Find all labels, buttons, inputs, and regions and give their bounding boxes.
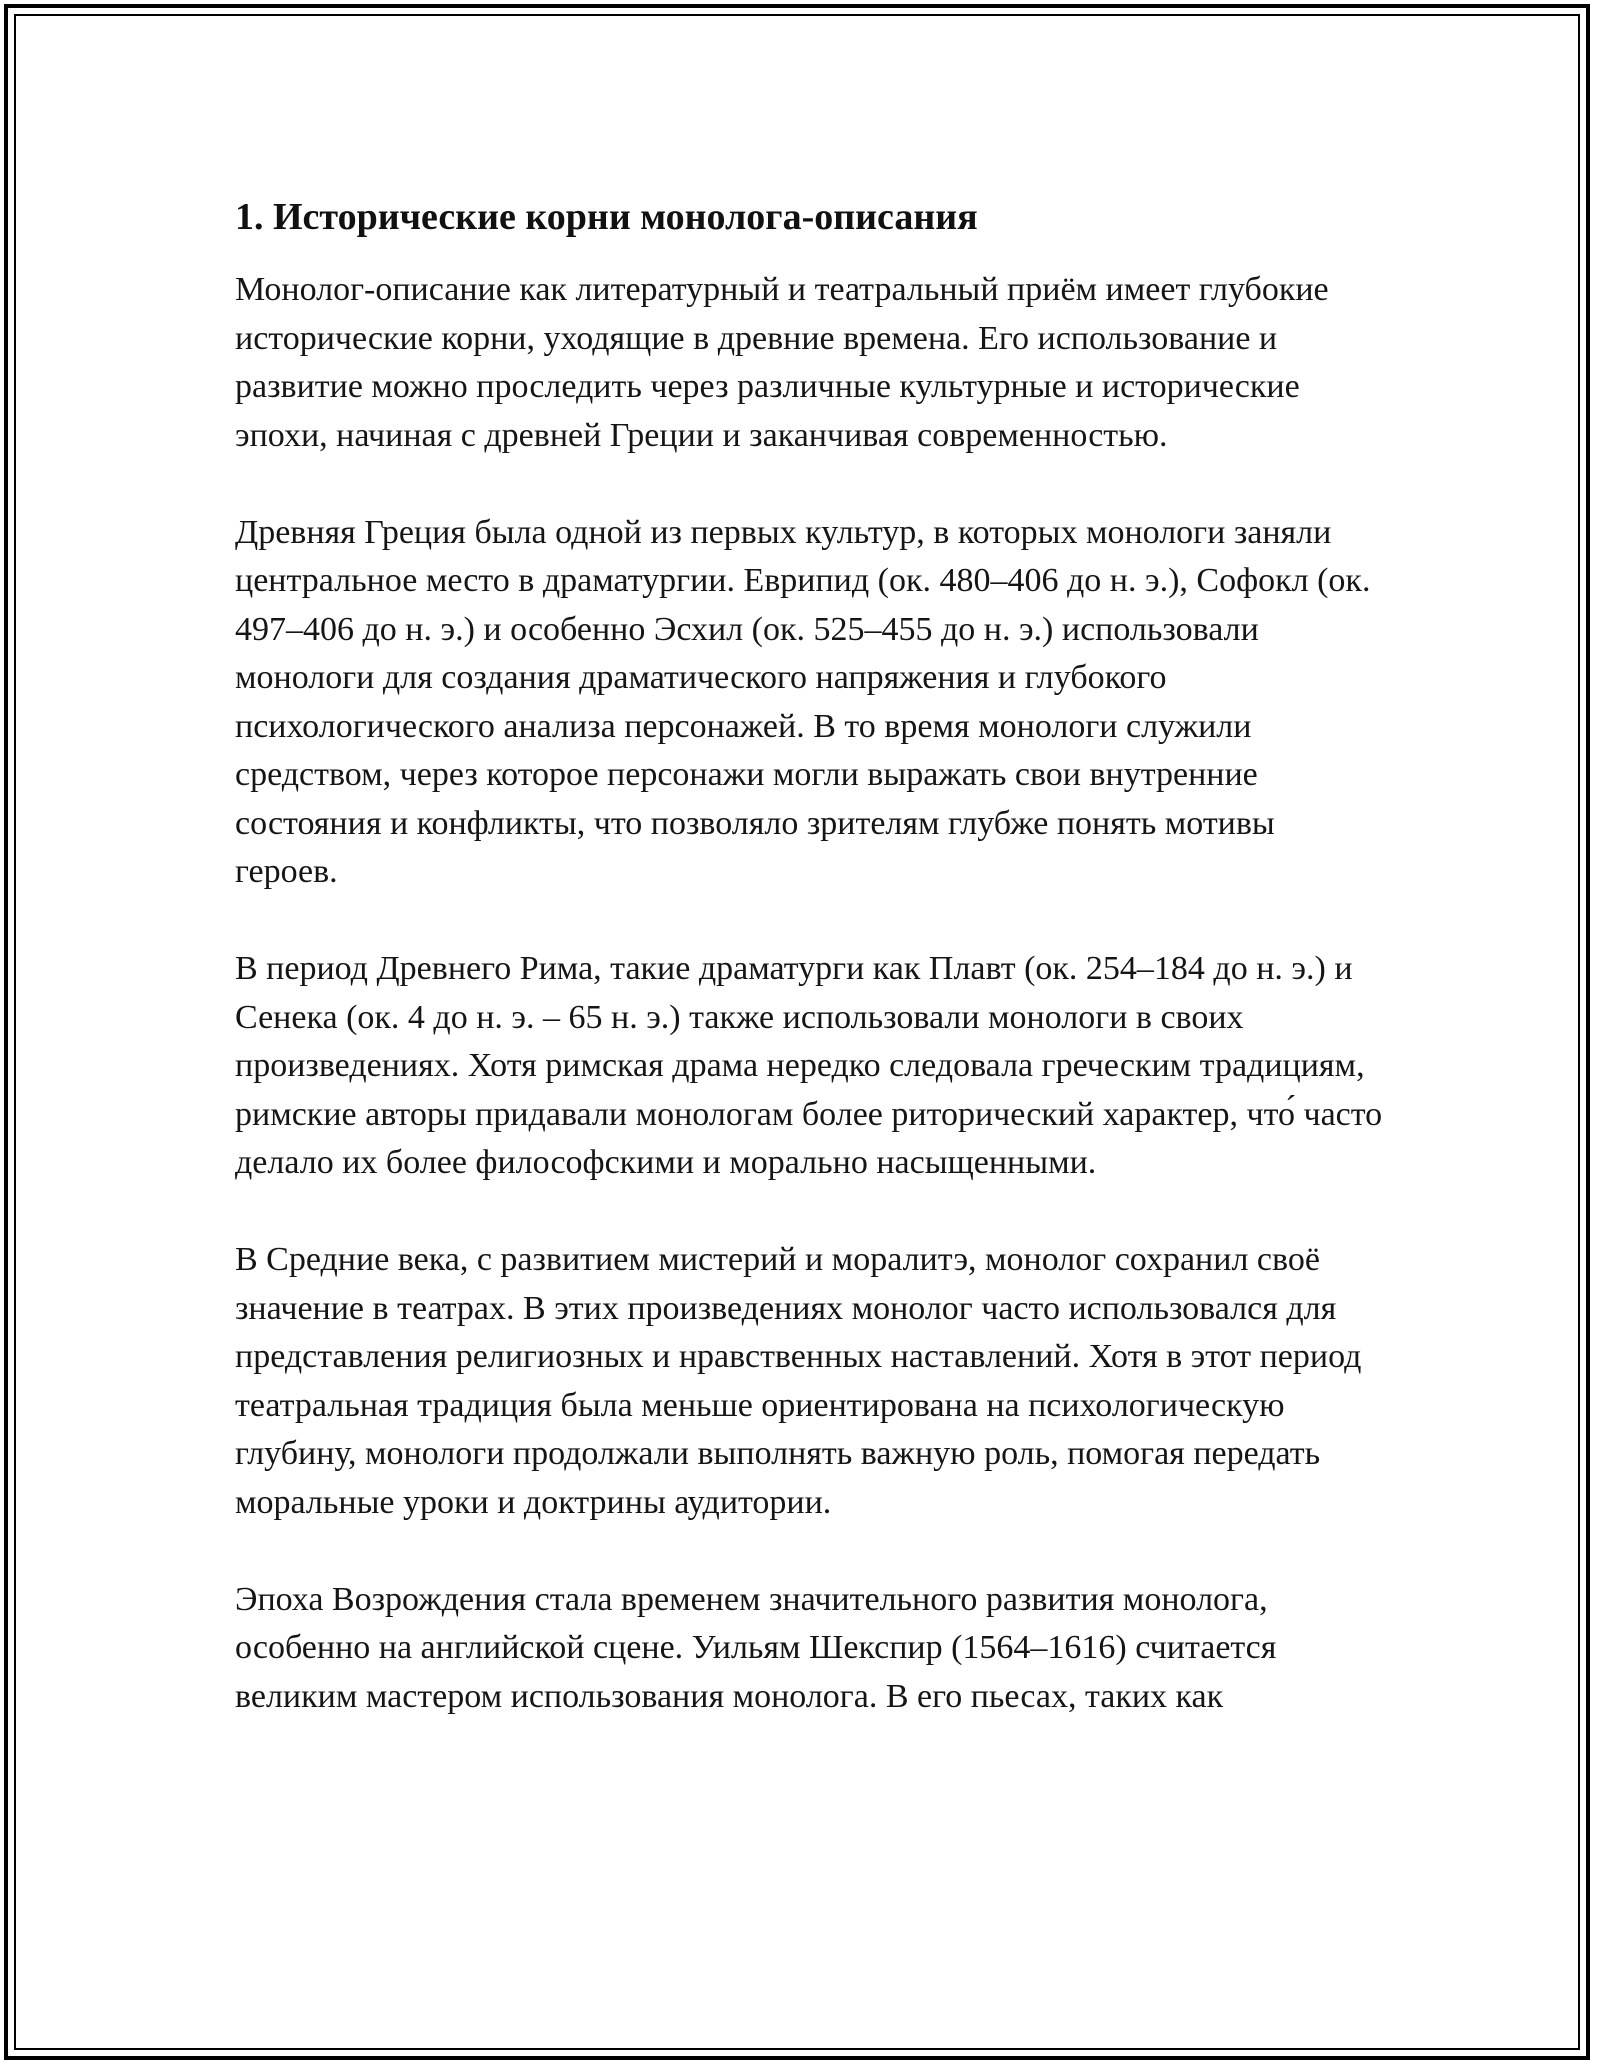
paragraph-middle-ages: В Средние века, с развитием мистерий и моралитэ, монолог сохранил своё значение в театрах. В этих произведениях монолог часто использовался для представления религиозных и нравственных наставлений. Хотя в этот период театральная традиция была меньше ориентирована на психологическую глубину, монологи продолжали выполнять важную роль, помогая передать моральные уроки и доктрины аудитории. bbox=[235, 1241, 1362, 1521]
paragraph-ancient-greece: Древняя Греция была одной из первых культур, в которых монологи заняли центральное место в драматургии. Еврипид (ок. 480–406 до н. э.), Софокл (ок. 497–406 до н. э.) и особенно Эсхил (ок. 525–455 до н. э.) использовали монологи для создания драматического напряжения и глубокого психологического анализа персонажей. В то время монологи служили средством, через которое персонажи могли выражать свои внутренние состояния и конфликты, что позволяло зрителям глубже понять мотивы героев. bbox=[235, 513, 1371, 890]
section-heading: 1. Исторические корни монолога-описания bbox=[235, 196, 978, 238]
paragraph-intro: Монолог-описание как литературный и театральный приём имеет глубокие исторические корни, уходящие в древние времена. Его использование и развитие можно проследить через различные культурные и исторические эпохи, начиная с древней Греции и заканчивая современностью. bbox=[235, 271, 1329, 454]
paragraph-ancient-rome: В период Древнего Рима, такие драматурги как Плавт (ок. 254–184 до н. э.) и Сенека (ок. 4 до н. э. – 65 н. э.) также использовали монологи в своих произведениях. Хотя римская драма нередко следовала греческим традициям, римские авторы придавали монологам более риторический характер, что́ часто делало их более философскими и морально насыщенными. bbox=[235, 950, 1383, 1181]
paragraph-renaissance: Эпоха Возрождения стала временем значительного развития монолога, особенно на английской сцене. Уильям Шекспир (1564–1616) считается великим мастером использования монолога. В его пьесах, таких как bbox=[235, 1580, 1277, 1715]
document-body bbox=[235, 182, 1385, 1770]
